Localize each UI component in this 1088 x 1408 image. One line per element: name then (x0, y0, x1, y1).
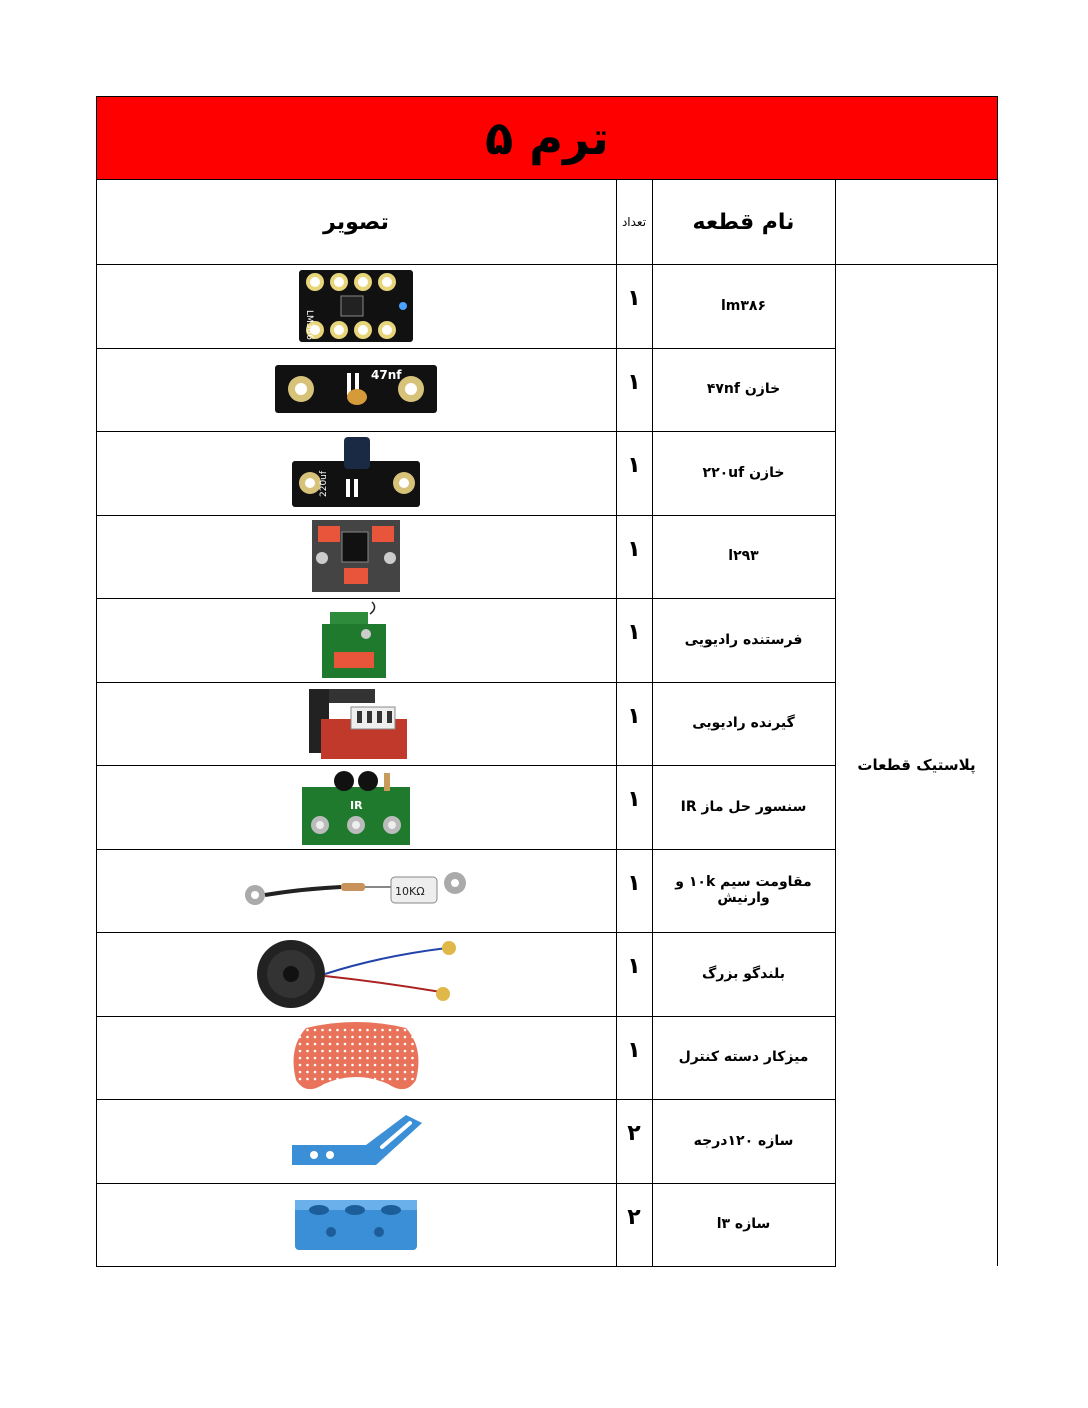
part-image-cell (96, 765, 616, 849)
part-name: سازه l۳ (716, 1216, 771, 1233)
radio-transmitter-icon (316, 600, 396, 680)
part-name: سنسور حل ماز IR (680, 798, 807, 815)
part-quantity: ۱ (627, 787, 641, 812)
grid-line (96, 1099, 836, 1100)
header-image-label: تصویر (323, 209, 389, 235)
svg-text:47nf: 47nf (371, 368, 402, 383)
capacitor-220uf-board-icon (286, 435, 426, 511)
part-name: گیرنده رادیویی (692, 715, 795, 732)
grid-line (96, 431, 836, 432)
part-image-cell (96, 598, 616, 682)
title-bar (96, 96, 998, 180)
part-image-cell (96, 264, 616, 348)
part-name: l۲۹۳ (728, 548, 759, 565)
part-image-cell (96, 682, 616, 766)
category-label: پلاستیک قطعات (857, 756, 976, 774)
controller-base-icon (286, 1018, 426, 1096)
grid-line (96, 1016, 836, 1017)
grid-line (96, 264, 998, 265)
part-image-cell (96, 849, 616, 933)
page-title: ترم ۵ (485, 111, 609, 165)
header-quantity-label: تعداد (621, 215, 647, 229)
svg-text:LM386: LM386 (304, 309, 314, 340)
part-image-cell (96, 348, 616, 432)
grid-line (96, 515, 836, 516)
grid-line (96, 180, 97, 1266)
category-cell (835, 264, 998, 1266)
grid-line (96, 598, 836, 599)
part-quantity: ۱ (627, 1037, 641, 1063)
part-quantity: ۱ (627, 870, 641, 896)
grid-line (96, 348, 836, 349)
part-quantity: ۲ (627, 1204, 641, 1230)
part-image-cell (96, 1183, 616, 1267)
grid-line (96, 765, 836, 766)
grid-line (835, 180, 836, 1266)
l293-board-icon (308, 518, 404, 594)
resistor-wire-icon (241, 865, 471, 915)
block-l3-icon (291, 1194, 421, 1254)
bracket-120-icon (286, 1111, 426, 1171)
part-quantity: ۲ (627, 1121, 641, 1146)
parts-sheet (96, 96, 998, 1266)
svg-text:IR: IR (350, 798, 363, 812)
part-name: خازن ۴۷nf (706, 381, 781, 398)
part-name: بلندگو بزرگ (702, 965, 785, 982)
header-part-name (652, 180, 835, 264)
part-name: lm۳۸۶ (720, 297, 767, 314)
lm386-board-icon (291, 268, 421, 344)
header-image (96, 180, 616, 264)
grid-line (997, 180, 998, 1266)
part-quantity: ۱ (627, 536, 641, 562)
svg-text:10KΩ: 10KΩ (395, 885, 425, 899)
part-name: مقاومت سیم ۱۰k و وارنیش (675, 874, 812, 907)
part-name: سازه ۱۲۰درجه (693, 1132, 794, 1149)
part-image-cell (96, 932, 616, 1016)
header-part-name-label: نام قطعه (692, 209, 795, 235)
part-name: خازن ۲۲۰uf (702, 464, 785, 481)
part-image-cell (96, 431, 616, 515)
grid-line (652, 180, 653, 1266)
part-image-cell (96, 1016, 616, 1100)
grid-line (96, 849, 836, 850)
part-quantity: ۱ (627, 286, 641, 311)
header-category (835, 180, 998, 264)
grid-line (96, 1266, 836, 1267)
part-name: فرستنده رادیویی (684, 631, 803, 648)
grid-line (96, 1183, 836, 1184)
grid-line (616, 180, 617, 1266)
speaker-icon (251, 936, 461, 1012)
part-quantity: ۱ (627, 369, 641, 395)
part-image-cell (96, 1099, 616, 1183)
part-name: میزکار دسته کنترل (678, 1049, 809, 1066)
radio-receiver-icon (301, 683, 411, 763)
ir-sensor-board-icon (298, 767, 414, 847)
part-quantity: ۱ (627, 954, 641, 979)
svg-text:220uf: 220uf (319, 470, 329, 497)
part-quantity: ۱ (627, 703, 641, 729)
grid-line (96, 932, 836, 933)
part-image-cell (96, 515, 616, 599)
capacitor-47nf-board-icon (271, 359, 441, 419)
grid-line (96, 682, 836, 683)
header-quantity (616, 180, 652, 264)
part-quantity: ۱ (627, 620, 641, 645)
part-quantity: ۱ (627, 453, 641, 478)
